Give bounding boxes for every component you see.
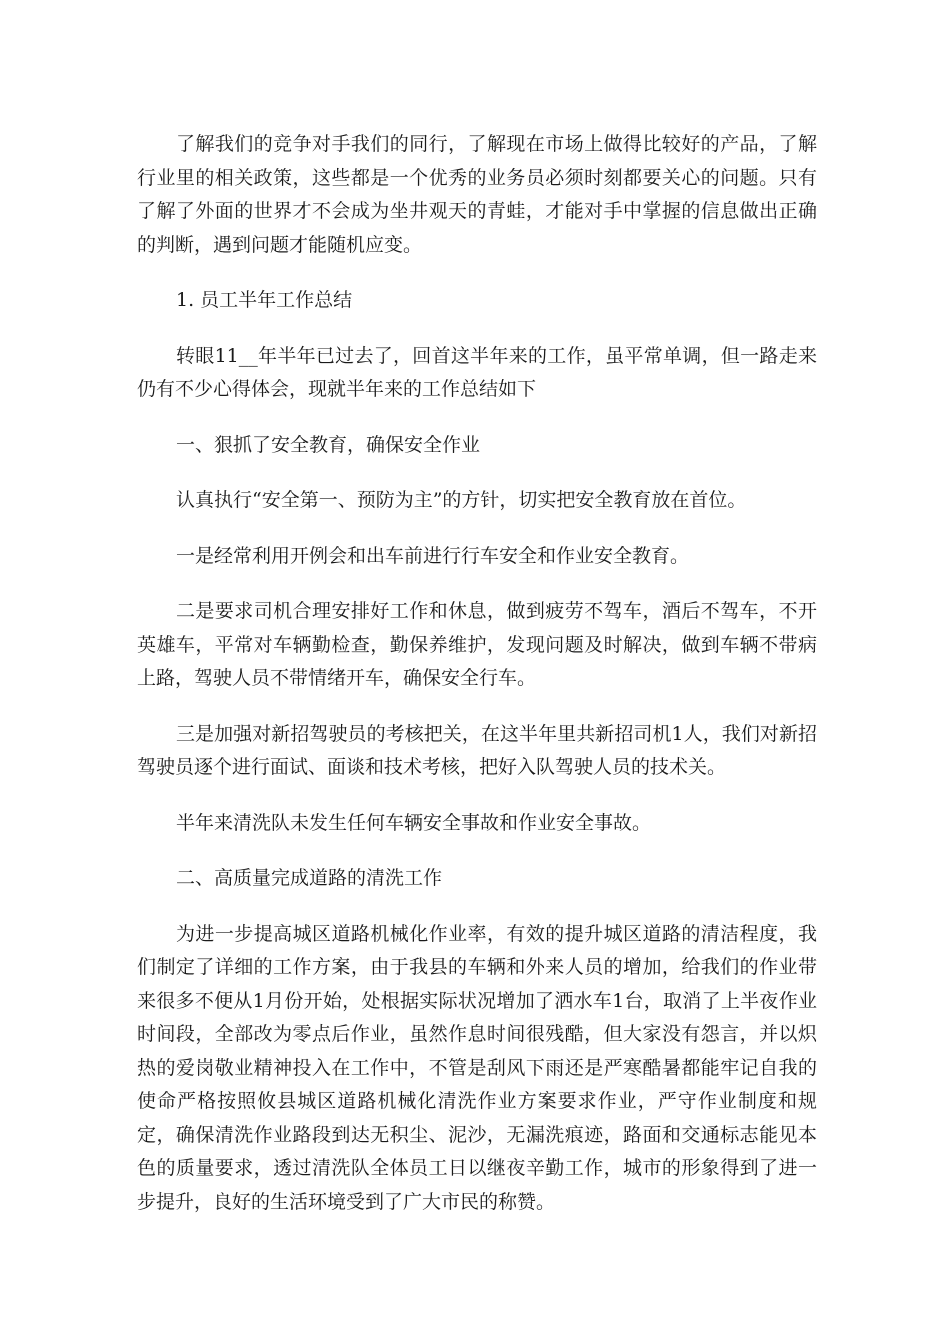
safety-policy-paragraph: 认真执行“安全第一、预防为主”的方针，切实把安全教育放在首位。 — [176, 489, 747, 511]
section-heading-summary: 1. 员工半年工作总结 — [176, 289, 353, 311]
heading-safety-education: 一、狠抓了安全教育，确保安全作业 — [176, 433, 481, 456]
road-cleaning-paragraph: 为进一步提高城区道路机械化作业率，有效的提升城区道路的清洁程度，我们制定了详细的工作方案，由于我县的车辆和外来人员的增加，给我们的作业带来很多不便从1月份开始，处根据实际状况增加了洒水车1台，取消了上半夜作业时间段，全部改为零点后作业，虽然作息时间很残酷，但大家没有怨言，并以炽热的爱岗敬业精神投入在工作中，不管是刮风下雨还是严寒酷暑都能牢记自我的使命严格按照攸县城区道路机械化清洗作业方案要求作业，严守作业制度和规定，确保清洗作业路段到达无积尘、泥沙，无漏洗痕迹，路面和交通标志能见本色的质量要求，透过清洗队全体员工日以继夜辛勤工作，城市的形象得到了进一步提升，良好的生活环境受到了广大市民的称赞。 — [137, 922, 817, 1213]
safety-point-two: 二是要求司机合理安排好工作和休息，做到疲劳不驾车，酒后不驾车，不开英雄车，平常对车辆勤检查，勤保养维护，发现问题及时解决，做到车辆不带病上路，驾驶人员不带情绪开车，确保安全行车。 — [137, 600, 817, 689]
opening-paragraph: 转眼11__年半年已过去了，回首这半年来的工作，虽平常单调，但一路走来仍有不少心得体会，现就半年来的工作总结如下 — [137, 344, 817, 400]
safety-point-one: 一是经常利用开例会和出车前进行行车安全和作业安全教育。 — [176, 544, 690, 567]
heading-road-cleaning: 二、高质量完成道路的清洗工作 — [176, 867, 443, 889]
safety-result-paragraph: 半年来清洗队未发生任何车辆安全事故和作业安全事故。 — [176, 811, 652, 834]
document-body — [137, 128, 817, 1241]
intro-paragraph: 了解我们的竞争对手我们的同行，了解现在市场上做得比较好的产品，了解行业里的相关政策，这些都是一个优秀的业务员必须时刻都要关心的问题。只有了解了外面的世界才不会成为坐井观天的青蛙，才能对手中掌握的信息做出正确的判断，遇到问题才能随机应变。 — [137, 133, 817, 256]
safety-point-three: 三是加强对新招驾驶员的考核把关，在这半年里共新招司机1人，我们对新招驾驶员逐个进行面试、面谈和技术考核，把好入队驾驶人员的技术关。 — [137, 722, 817, 778]
